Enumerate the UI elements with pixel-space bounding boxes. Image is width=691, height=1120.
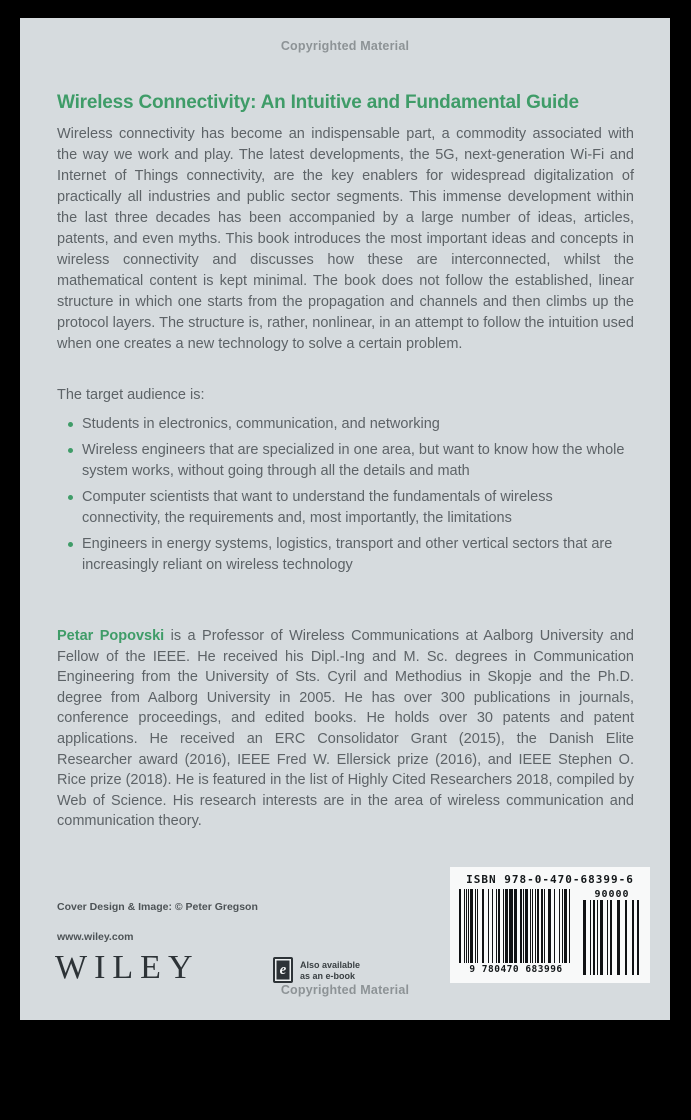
- barcode-row: [459, 889, 641, 975]
- bullet-icon: [68, 422, 73, 427]
- ebook-note-line1: Also available: [300, 960, 361, 970]
- ebook-note-line2: as an e-book: [300, 970, 356, 981]
- list-item-text: Engineers in energy systems, logistics, transport and other vertical sectors that are increasingly reliant on wireless technology: [82, 536, 613, 573]
- ebook-availability-note: [300, 957, 360, 981]
- list-item: [68, 440, 634, 482]
- book-title: Wireless Connectivity: An Intuitive and Fundamental Guide: [57, 92, 579, 113]
- isbn-number: ISBN 978-0-470-68399-6: [466, 873, 634, 886]
- list-item-text: Students in electronics, communication, and networking: [82, 416, 440, 432]
- list-item: [68, 487, 634, 529]
- cover-design-credit: Cover Design & Image: © Peter Gregson: [57, 901, 258, 913]
- barcode: [450, 867, 650, 983]
- audience-heading: The target audience is:: [57, 387, 205, 403]
- book-description: Wireless connectivity has become an indispensable part, a commodity associated with the way we work and play. The latest developments, the 5G, next-generation Wi-Fi and Internet of Things connectivity, are the key enablers for widespread digitalization of practically all industries and public sector segments. This immense development within the last three decades has been accompanied by a large number of ideas, articles, patents, and even myths. This book introduces the most important ideas and concepts in wireless connectivity and discusses how these are interconnected, whilst the mathematical content is kept minimal. The book does not follow the established, linear structure in which one starts from the propagation and channels and then climbs up the protocol layers. The structure is, rather, nonlinear, in an attempt to follow the intuition used when one creates a new technology to solve a certain problem.: [57, 126, 634, 352]
- author-bio-text: is a Professor of Wireless Communications at Aalborg University and Fellow of the IEEE. He received his Dipl.-Ing and M. Sc. degrees in Communication Engineering from the University of Sts. Cyril and Methodius in Skopje and the Ph.D. degree from Aalborg University in 2005. He has over 300 publications in journals, conference proceedings, and edited books. He holds over 30 patents and patent applications. He received an ERC Consolidator Grant (2015), the Danish Elite Researcher award (2016), IEEE Fred W. Ellersick prize (2016), and IEEE Stephen O. Rice prize (2018). He is featured in the list of Highly Cited Researchers 2018, compiled by Web of Science. His research interests are in the area of wireless communication and communication theory.: [57, 628, 634, 830]
- ebook-availability: [273, 957, 360, 983]
- audience-list: [68, 414, 634, 581]
- barcode-addon: [583, 889, 641, 975]
- bullet-icon: [68, 495, 73, 500]
- author-bio: [57, 626, 634, 832]
- copyright-notice-top: Copyrighted Material: [280, 39, 410, 53]
- list-item: [68, 414, 634, 435]
- barcode-addon-bars: [583, 900, 641, 975]
- wiley-logo: WILEY: [55, 949, 200, 986]
- list-item-text: Computer scientists that want to understand the fundamentals of wireless connectivity, the requirements and, most importantly, the limitations: [82, 489, 553, 526]
- bullet-icon: [68, 542, 73, 547]
- list-item-text: Wireless engineers that are specialized in one area, but want to know how the whole system works, without going through all the details and math: [82, 442, 625, 479]
- barcode-digits: 9 780470 683996: [469, 964, 563, 975]
- barcode-addon-number: 90000: [594, 889, 630, 900]
- book-back-cover: [20, 18, 670, 1020]
- barcode-bars: [459, 889, 573, 963]
- ebook-icon: [273, 957, 293, 983]
- barcode-main: [459, 889, 573, 975]
- publisher-website: www.wiley.com: [57, 931, 134, 943]
- list-item: [68, 534, 634, 576]
- author-name: Petar Popovski: [57, 628, 165, 644]
- copyright-notice-bottom: Copyrighted Material: [280, 983, 410, 997]
- ebook-icon-letter: e: [279, 961, 287, 978]
- bullet-icon: [68, 448, 73, 453]
